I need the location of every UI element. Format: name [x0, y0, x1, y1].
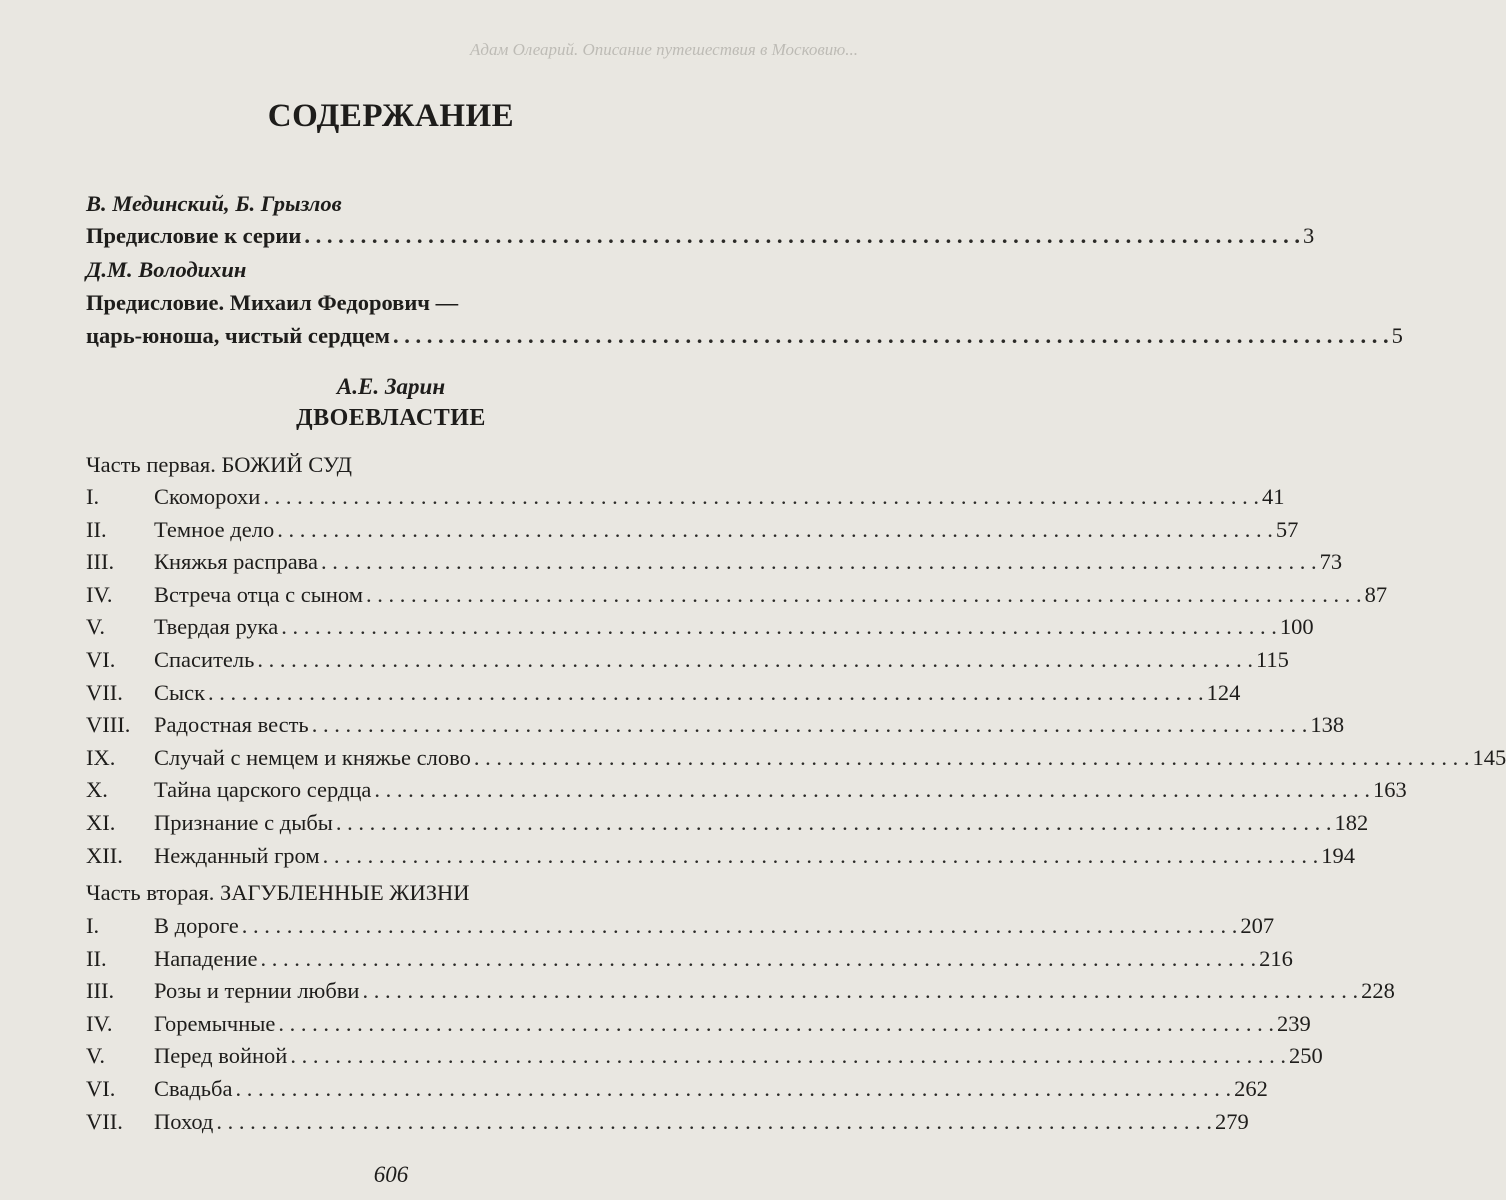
- chapter-page: 100: [1279, 614, 1314, 640]
- chapter-title: Спаситель: [154, 647, 255, 672]
- chapter-number: V.: [86, 614, 105, 640]
- leader-dots: [260, 945, 1256, 973]
- toc-chapter-row[interactable]: [86, 977, 1395, 1005]
- toc-entry-preface-line-2[interactable]: [86, 322, 1403, 350]
- leader-dots: [277, 516, 1273, 544]
- chapter-page: 279: [1215, 1108, 1249, 1134]
- toc-chapter-row[interactable]: [86, 809, 1369, 837]
- entry-title: царь-юноша, чистый сердцем: [86, 323, 390, 348]
- toc-chapter-row[interactable]: [86, 679, 1241, 707]
- chapter-page: 138: [1310, 712, 1345, 738]
- toc-chapter-row[interactable]: [86, 483, 1285, 511]
- book-author: А.Е. Зарин: [336, 374, 446, 399]
- leader-dots: [312, 711, 1308, 739]
- chapter-title: Горемычные: [154, 1010, 276, 1036]
- chapter-title: Княжья расправа: [154, 549, 318, 575]
- chapter-title: Темное дело: [154, 516, 275, 542]
- leader-dots: [323, 842, 1319, 870]
- toc-chapter-row[interactable]: [86, 744, 1506, 772]
- chapter-title: Нападение: [154, 945, 258, 971]
- leader-dots: [235, 1075, 1231, 1103]
- leader-dots: [474, 744, 1470, 772]
- chapter-page: 262: [1234, 1076, 1268, 1101]
- chapter-title: Свадьба: [154, 1076, 233, 1101]
- leader-dots: [393, 322, 1389, 350]
- leader-dots: [304, 222, 1300, 250]
- book-title: ДВОЕВЛАСТИЕ: [296, 405, 486, 431]
- leader-dots: [336, 809, 1332, 837]
- leader-dots: [374, 776, 1370, 804]
- chapter-title: Сыск: [154, 679, 206, 705]
- chapter-title: Нежданный гром: [154, 842, 320, 868]
- chapter-number: IV.: [86, 581, 113, 607]
- chapter-number: VII.: [86, 1108, 123, 1134]
- chapter-page: 228: [1361, 978, 1395, 1004]
- chapter-number: V.: [86, 1043, 105, 1069]
- chapter-title: Перед войной: [154, 1043, 288, 1069]
- toc-chapter-row[interactable]: [86, 548, 1343, 576]
- chapter-number: III.: [86, 549, 115, 575]
- chapter-title: В дороге: [154, 913, 239, 938]
- chapter-number: VII.: [86, 679, 123, 705]
- running-head-bleedthrough: Адам Олеарий. Описание путешествия в Московию...: [470, 40, 859, 59]
- chapter-page: 163: [1373, 777, 1407, 803]
- chapter-number: VI.: [86, 1076, 116, 1101]
- chapter-title: Скоморохи: [154, 484, 261, 509]
- chapter-number: XI.: [86, 810, 116, 835]
- chapter-page: 57: [1275, 516, 1299, 542]
- leader-dots: [281, 613, 1277, 641]
- chapter-title: Розы и тернии любви: [154, 978, 360, 1004]
- leader-dots: [208, 679, 1204, 707]
- chapter-title: Радостная весть: [154, 712, 309, 738]
- toc-chapter-row[interactable]: [86, 912, 1275, 940]
- page-number: 606: [373, 1162, 409, 1187]
- page-title: СОДЕРЖАНИЕ: [267, 98, 515, 134]
- chapter-number: X.: [86, 777, 108, 803]
- toc-chapter-row[interactable]: [86, 1075, 1268, 1103]
- leader-dots: [290, 1042, 1286, 1070]
- chapter-number: II.: [86, 516, 107, 542]
- chapter-page: 194: [1321, 842, 1355, 868]
- leader-dots: [242, 912, 1238, 940]
- toc-chapter-row[interactable]: [86, 1042, 1323, 1070]
- chapter-title: Тайна царского сердца: [154, 777, 372, 803]
- chapter-number: I.: [86, 484, 100, 509]
- chapter-page: 239: [1276, 1010, 1311, 1036]
- toc-chapter-row[interactable]: [86, 711, 1345, 739]
- chapter-number: IX.: [86, 744, 116, 770]
- chapter-title: Признание с дыбы: [154, 810, 333, 835]
- chapter-title: Твердая рука: [154, 614, 279, 640]
- chapter-page: 216: [1259, 945, 1293, 971]
- leader-dots: [362, 977, 1358, 1005]
- toc-chapter-row[interactable]: [86, 581, 1388, 609]
- chapter-number: VI.: [86, 647, 116, 672]
- entry-page: 5: [1391, 323, 1403, 348]
- chapter-number: XII.: [86, 842, 123, 868]
- chapter-page: 182: [1334, 810, 1369, 835]
- toc-chapter-row[interactable]: [86, 842, 1355, 870]
- chapter-number: II.: [86, 945, 107, 971]
- toc-chapter-row[interactable]: [86, 945, 1293, 973]
- chapter-page: 145: [1472, 744, 1506, 770]
- chapter-title: Поход: [154, 1108, 214, 1134]
- author-volodikhin: Д.М. Володихин: [86, 257, 247, 282]
- part-title-2: Часть вторая. ЗАГУБЛЕННЫЕ ЖИЗНИ: [86, 880, 470, 905]
- chapter-page: 250: [1288, 1043, 1323, 1069]
- leader-dots: [263, 483, 1259, 511]
- leader-dots: [278, 1010, 1274, 1038]
- author-medinsky-gryzlov: В. Мединский, Б. Грызлов: [86, 191, 342, 216]
- toc-entry-series-preface[interactable]: [86, 222, 1315, 250]
- chapter-page: 41: [1261, 484, 1285, 509]
- toc-entry-preface-line-1[interactable]: Предисловие. Михаил Федорович —: [86, 290, 459, 315]
- chapter-page: 207: [1240, 913, 1275, 938]
- chapter-number: IV.: [86, 1010, 113, 1036]
- leader-dots: [321, 548, 1317, 576]
- chapter-number: I.: [86, 913, 100, 938]
- chapter-page: 115: [1256, 647, 1289, 672]
- part-title-1: Часть первая. БОЖИЙ СУД: [86, 452, 352, 477]
- leader-dots: [216, 1108, 1212, 1136]
- toc-chapter-row[interactable]: [86, 516, 1299, 544]
- chapter-title: Встреча отца с сыном: [154, 581, 363, 607]
- toc-chapter-row[interactable]: [86, 1108, 1249, 1136]
- chapter-page: 73: [1319, 549, 1343, 575]
- toc-chapter-row[interactable]: [86, 776, 1407, 804]
- chapter-number: III.: [86, 978, 115, 1004]
- entry-page: 3: [1302, 223, 1315, 248]
- toc-chapter-row[interactable]: [86, 613, 1314, 641]
- chapter-page: 87: [1364, 581, 1388, 607]
- leader-dots: [257, 646, 1253, 674]
- entry-title: Предисловие к серии: [86, 223, 302, 248]
- chapter-number: VIII.: [86, 712, 131, 738]
- chapter-title: Случай с немцем и княжье слово: [154, 744, 471, 770]
- toc-chapter-row[interactable]: [86, 1010, 1311, 1038]
- chapter-page: 124: [1206, 679, 1241, 705]
- leader-dots: [366, 581, 1362, 609]
- toc-chapter-row[interactable]: [86, 646, 1289, 674]
